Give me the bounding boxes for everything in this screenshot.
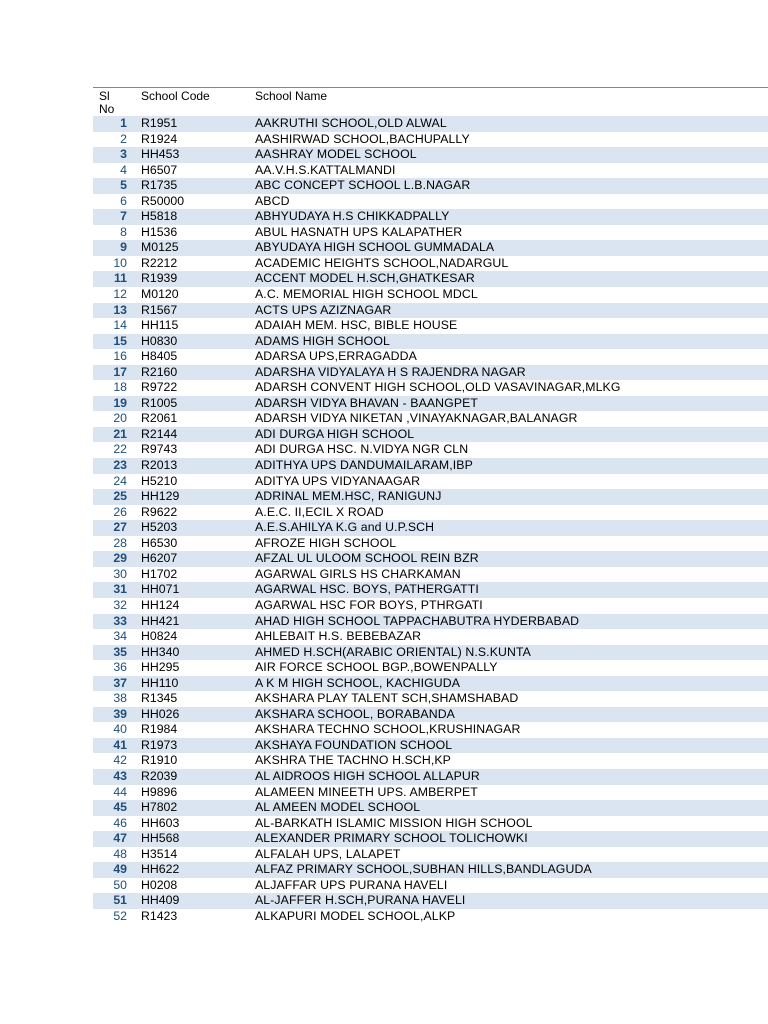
cell-school-code: R1735 — [141, 178, 178, 193]
cell-sl-no: 11 — [114, 271, 127, 286]
cell-sl-no: 17 — [113, 364, 127, 379]
cell-sl-no: 23 — [113, 458, 127, 473]
cell-school-code: H5818 — [141, 209, 178, 224]
cell-school-name: AASHIRWAD SCHOOL,BACHUPALLY — [255, 131, 470, 146]
cell-school-name: AGARWAL HSC. BOYS, PATHERGATTI — [255, 582, 479, 597]
cell-school-code: HH295 — [141, 660, 180, 675]
cell-school-name: AL AIDROOS HIGH SCHOOL ALLAPUR — [255, 768, 480, 783]
table-row — [93, 660, 768, 676]
table-body — [93, 116, 768, 924]
cell-school-code: R1423 — [141, 908, 178, 923]
cell-school-name: ADRINAL MEM.HSC, RANIGUNJ — [255, 489, 442, 504]
cell-sl-no: 52 — [113, 908, 127, 923]
cell-school-name: A.E.C. II,ECIL X ROAD — [255, 504, 384, 519]
table-row — [93, 614, 768, 630]
table-row — [93, 178, 768, 194]
table-row — [93, 489, 768, 505]
cell-sl-no: 45 — [113, 800, 127, 815]
table-row — [93, 365, 768, 381]
cell-school-code: H6530 — [141, 535, 178, 550]
cell-sl-no: 32 — [113, 597, 127, 612]
cell-school-code: R1939 — [141, 271, 178, 286]
cell-school-code: M0125 — [141, 240, 179, 255]
cell-school-code: R2160 — [141, 364, 178, 379]
cell-sl-no: 38 — [113, 691, 127, 706]
cell-sl-no: 26 — [113, 504, 127, 519]
cell-sl-no: 8 — [120, 224, 127, 239]
cell-sl-no: 1 — [120, 116, 127, 130]
cell-school-name: ADITYA UPS VIDYANAAGAR — [255, 473, 421, 488]
cell-sl-no: 36 — [113, 660, 127, 675]
table-row — [93, 691, 768, 707]
table-row — [93, 909, 768, 925]
cell-school-name: AL-BARKATH ISLAMIC MISSION HIGH SCHOOL — [255, 815, 533, 830]
cell-sl-no: 50 — [113, 877, 127, 892]
cell-school-name: ABCD — [255, 193, 290, 208]
cell-sl-no: 33 — [113, 613, 127, 628]
cell-school-code: R1005 — [141, 395, 178, 410]
cell-sl-no: 25 — [113, 489, 127, 504]
cell-sl-no: 43 — [113, 768, 127, 783]
cell-school-code: R1567 — [141, 302, 178, 317]
cell-school-name: AGARWAL GIRLS HS CHARKAMAN — [255, 566, 461, 581]
cell-school-name: AFZAL UL ULOOM SCHOOL REIN BZR — [255, 551, 479, 566]
cell-sl-no: 47 — [113, 831, 127, 846]
table-row — [93, 816, 768, 832]
header-sl-line1: Sl — [99, 89, 110, 103]
cell-school-code: HH340 — [141, 644, 180, 659]
table-row — [93, 800, 768, 816]
table-row — [93, 645, 768, 661]
cell-sl-no: 21 — [113, 426, 127, 441]
table-row — [93, 396, 768, 412]
cell-school-code: H0208 — [141, 877, 178, 892]
header-school-name: School Name — [255, 89, 328, 103]
table-row — [93, 334, 768, 350]
cell-sl-no: 42 — [113, 753, 127, 768]
cell-school-name: AL AMEEN MODEL SCHOOL — [255, 800, 421, 815]
cell-school-name: AKSHRA THE TACHNO H.SCH,KP — [255, 753, 451, 768]
cell-school-code: R1910 — [141, 753, 178, 768]
table-row — [93, 349, 768, 365]
cell-sl-no: 16 — [113, 349, 127, 364]
table-row — [93, 505, 768, 521]
table-row — [93, 442, 768, 458]
cell-sl-no: 9 — [120, 240, 127, 255]
table-row — [93, 194, 768, 210]
cell-school-name: AGARWAL HSC FOR BOYS, PTHRGATI — [255, 597, 483, 612]
cell-school-code: HH409 — [141, 893, 180, 908]
table-row — [93, 380, 768, 396]
cell-school-name: ABHYUDAYA H.S CHIKKADPALLY — [255, 209, 450, 224]
cell-sl-no: 28 — [113, 535, 127, 550]
cell-sl-no: 12 — [113, 287, 127, 302]
cell-school-name: ACTS UPS AZIZNAGAR — [255, 302, 392, 317]
cell-school-code: HH603 — [141, 815, 180, 830]
cell-sl-no: 3 — [120, 147, 127, 162]
cell-sl-no: 29 — [113, 551, 127, 566]
cell-sl-no: 49 — [113, 862, 127, 877]
cell-school-code: R9722 — [141, 380, 178, 395]
cell-school-name: ADARSH CONVENT HIGH SCHOOL,OLD VASAVINAGAR,MLKG — [255, 380, 621, 395]
cell-school-name: ADAMS HIGH SCHOOL — [255, 333, 390, 348]
cell-school-name: ALEXANDER PRIMARY SCHOOL TOLICHOWKI — [255, 831, 528, 846]
cell-school-code: H5203 — [141, 520, 178, 535]
cell-sl-no: 4 — [120, 162, 127, 177]
table-header — [93, 88, 768, 116]
cell-school-code: HH026 — [141, 706, 180, 721]
table-row — [93, 303, 768, 319]
cell-school-code: H1702 — [141, 566, 178, 581]
cell-school-name: AIR FORCE SCHOOL BGP.,BOWENPALLY — [255, 660, 498, 675]
cell-school-code: HH622 — [141, 862, 180, 877]
cell-school-name: AFROZE HIGH SCHOOL — [255, 535, 397, 550]
cell-sl-no: 37 — [113, 675, 127, 690]
table-row — [93, 225, 768, 241]
cell-sl-no: 2 — [120, 131, 127, 146]
table-row — [93, 551, 768, 567]
cell-school-name: AKSHARA PLAY TALENT SCH,SHAMSHABAD — [255, 691, 519, 706]
cell-school-code: R1924 — [141, 131, 178, 146]
cell-school-code: H9896 — [141, 784, 178, 799]
table-row — [93, 411, 768, 427]
cell-school-name: AHLEBAIT H.S. BEBEBAZAR — [255, 629, 422, 644]
cell-sl-no: 19 — [113, 395, 127, 410]
cell-school-name: AASHRAY MODEL SCHOOL — [255, 147, 417, 162]
cell-sl-no: 46 — [113, 815, 127, 830]
table-row — [93, 753, 768, 769]
cell-school-name: ALJAFFAR UPS PURANA HAVELI — [255, 877, 448, 892]
cell-school-name: ACADEMIC HEIGHTS SCHOOL,NADARGUL — [255, 255, 509, 270]
cell-sl-no: 48 — [113, 846, 127, 861]
cell-school-name: ALAMEEN MINEETH UPS. AMBERPET — [255, 784, 478, 799]
cell-school-code: M0120 — [141, 287, 179, 302]
cell-school-name: ADARSH VIDYA NIKETAN ,VINAYAKNAGAR,BALANAGR — [255, 411, 578, 426]
cell-school-code: HH115 — [141, 318, 179, 333]
cell-school-code: HH453 — [141, 147, 180, 162]
cell-sl-no: 34 — [113, 629, 127, 644]
cell-school-name: ALFAZ PRIMARY SCHOOL,SUBHAN HILLS,BANDLAGUDA — [255, 862, 592, 877]
cell-sl-no: 30 — [113, 566, 127, 581]
cell-school-code: HH129 — [141, 489, 180, 504]
cell-school-code: R1984 — [141, 722, 178, 737]
cell-sl-no: 44 — [113, 784, 127, 799]
cell-sl-no: 22 — [113, 442, 127, 457]
cell-sl-no: 27 — [113, 520, 127, 535]
cell-school-code: R1345 — [141, 691, 178, 706]
cell-school-name: ABC CONCEPT SCHOOL L.B.NAGAR — [255, 178, 471, 193]
cell-sl-no: 24 — [113, 473, 127, 488]
cell-school-code: H5210 — [141, 473, 178, 488]
table-row — [93, 676, 768, 692]
cell-school-name: ALFALAH UPS, LALAPET — [255, 846, 401, 861]
cell-sl-no: 5 — [120, 178, 127, 193]
cell-sl-no: 31 — [113, 582, 127, 597]
table-row — [93, 582, 768, 598]
cell-school-code: R9743 — [141, 442, 178, 457]
table-row — [93, 598, 768, 614]
cell-sl-no: 35 — [113, 644, 127, 659]
cell-school-name: ACCENT MODEL H.SCH,GHATKESAR — [255, 271, 475, 286]
table-row — [93, 163, 768, 179]
cell-sl-no: 10 — [113, 255, 127, 270]
table-row — [93, 847, 768, 863]
cell-school-name: ADARSA UPS,ERRAGADDA — [255, 349, 417, 364]
cell-school-name: AKSHARA SCHOOL, BORABANDA — [255, 706, 455, 721]
cell-school-name: ADI DURGA HSC. N.VIDYA NGR CLN — [255, 442, 469, 457]
cell-school-name: ABUL HASNATH UPS KALAPATHER — [255, 224, 463, 239]
table-row — [93, 209, 768, 225]
cell-school-name: ADARSH VIDYA BHAVAN - BAANGPET — [255, 395, 479, 410]
cell-sl-no: 15 — [113, 333, 127, 348]
table-row — [93, 256, 768, 272]
table-row — [93, 474, 768, 490]
cell-sl-no: 39 — [113, 706, 127, 721]
cell-sl-no: 6 — [120, 193, 127, 208]
header-sl-line2: No — [99, 102, 115, 116]
cell-school-name: AL-JAFFER H.SCH,PURANA HAVELI — [255, 893, 466, 908]
cell-school-code: H6507 — [141, 162, 178, 177]
cell-school-code: H0824 — [141, 629, 178, 644]
table-row — [93, 318, 768, 334]
cell-school-code: H7802 — [141, 800, 178, 815]
cell-school-code: R9622 — [141, 504, 178, 519]
table-row — [93, 520, 768, 536]
table-row — [93, 116, 768, 132]
table-row — [93, 785, 768, 801]
school-table — [93, 87, 768, 924]
cell-school-name: AA.V.H.S.KATTALMANDI — [255, 162, 396, 177]
cell-school-name: ABYUDAYA HIGH SCHOOL GUMMADALA — [255, 240, 495, 255]
cell-school-code: R1951 — [141, 116, 178, 130]
cell-school-name: ALKAPURI MODEL SCHOOL,ALKP — [255, 908, 456, 923]
table-row — [93, 567, 768, 583]
cell-sl-no: 40 — [113, 722, 127, 737]
table-row — [93, 458, 768, 474]
cell-school-code: H8405 — [141, 349, 178, 364]
table-row — [93, 831, 768, 847]
cell-school-name: ADITHYA UPS DANDUMAILARAM,IBP — [255, 458, 473, 473]
header-school-code: School Code — [141, 89, 210, 103]
table-row — [93, 769, 768, 785]
cell-school-code: HH071 — [141, 582, 180, 597]
table-row — [93, 147, 768, 163]
cell-school-name: A.E.S.AHILYA K.G and U.P.SCH — [255, 520, 435, 535]
cell-school-code: HH110 — [141, 675, 179, 690]
cell-school-code: R2039 — [141, 768, 178, 783]
cell-sl-no: 41 — [113, 737, 127, 752]
cell-school-code: HH124 — [141, 597, 180, 612]
cell-school-name: ADI DURGA HIGH SCHOOL — [255, 426, 415, 441]
cell-school-code: R50000 — [141, 193, 185, 208]
cell-school-name: AHMED H.SCH(ARABIC ORIENTAL) N.S.KUNTA — [255, 644, 531, 659]
cell-school-code: H3514 — [141, 846, 178, 861]
cell-school-code: H0830 — [141, 333, 178, 348]
cell-sl-no: 7 — [120, 209, 127, 224]
cell-sl-no: 13 — [113, 302, 127, 317]
table-row — [93, 427, 768, 443]
header-sl-no — [99, 90, 129, 116]
table-row — [93, 738, 768, 754]
cell-school-name: ADARSHA VIDYALAYA H S RAJENDRA NAGAR — [255, 364, 526, 379]
cell-school-code: HH421 — [141, 613, 180, 628]
table-row — [93, 287, 768, 303]
cell-school-name: AAKRUTHI SCHOOL,OLD ALWAL — [255, 116, 447, 130]
cell-school-code: H6207 — [141, 551, 178, 566]
table-row — [93, 629, 768, 645]
cell-school-name: AKSHAYA FOUNDATION SCHOOL — [255, 737, 453, 752]
cell-sl-no: 20 — [113, 411, 127, 426]
cell-sl-no: 51 — [113, 893, 127, 908]
cell-school-name: AHAD HIGH SCHOOL TAPPACHABUTRA HYDERBABAD — [255, 613, 580, 628]
cell-school-code: R2144 — [141, 426, 178, 441]
table-row — [93, 707, 768, 723]
cell-school-name: AKSHARA TECHNO SCHOOL,KRUSHINAGAR — [255, 722, 521, 737]
cell-school-code: R2061 — [141, 411, 178, 426]
cell-sl-no: 18 — [113, 380, 127, 395]
table-row — [93, 893, 768, 909]
table-row — [93, 132, 768, 148]
cell-school-code: R2212 — [141, 255, 178, 270]
table-row — [93, 722, 768, 738]
cell-school-name: ADAIAH MEM. HSC, BIBLE HOUSE — [255, 318, 458, 333]
cell-school-code: HH568 — [141, 831, 180, 846]
cell-school-code: H1536 — [141, 224, 178, 239]
cell-sl-no: 14 — [113, 318, 127, 333]
table-row — [93, 271, 768, 287]
table-row — [93, 878, 768, 894]
cell-school-name: A.C. MEMORIAL HIGH SCHOOL MDCL — [255, 287, 478, 302]
table-row — [93, 862, 768, 878]
cell-school-code: R2013 — [141, 458, 178, 473]
table-row — [93, 240, 768, 256]
cell-school-name: A K M HIGH SCHOOL, KACHIGUDA — [255, 675, 461, 690]
table-row — [93, 536, 768, 552]
cell-school-code: R1973 — [141, 737, 178, 752]
